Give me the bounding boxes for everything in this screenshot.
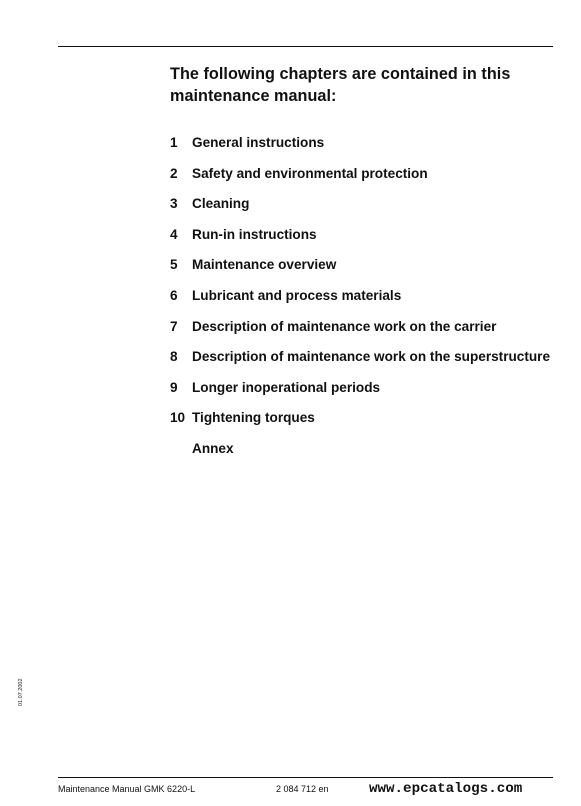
chapter-title: Tightening torques (192, 410, 315, 426)
chapter-title: Maintenance overview (192, 257, 337, 273)
chapter-number: 8 (170, 349, 178, 365)
chapter-item (170, 164, 570, 195)
chapter-item (170, 439, 570, 470)
chapter-title: General instructions (192, 135, 325, 150)
page-heading (170, 63, 550, 107)
bottom-rule (58, 777, 553, 778)
top-rule (58, 46, 553, 47)
chapter-item (170, 286, 570, 317)
chapter-number: 2 (170, 165, 178, 181)
footer-watermark: www.epcatalogs.com (369, 781, 523, 797)
chapter-title: Safety and environmental protection (192, 165, 428, 181)
chapter-number: 6 (170, 287, 178, 303)
chapter-number: 7 (170, 318, 178, 334)
chapter-title: Description of maintenance work on the superstructure (192, 349, 551, 365)
chapter-title: Cleaning (192, 196, 250, 212)
side-date-stamp: 01.07.2002 (18, 678, 24, 706)
chapter-number: 10 (170, 410, 186, 426)
footer-manual-title: Maintenance Manual GMK 6220-L (58, 784, 196, 794)
chapter-item (170, 133, 570, 164)
chapter-item (170, 225, 570, 256)
footer-doc-number: 2 084 712 en (276, 784, 329, 794)
heading-line-2: maintenance manual: (170, 87, 337, 105)
chapter-title: Lubricant and process materials (192, 287, 402, 303)
chapter-number: 5 (170, 257, 178, 273)
chapter-item (170, 378, 570, 409)
heading-line-1: The following chapters are contained in this (170, 65, 511, 83)
chapter-number: 3 (170, 196, 178, 212)
chapter-title: Run-in instructions (192, 226, 317, 242)
chapter-item (170, 194, 570, 225)
chapter-number: 4 (170, 226, 178, 242)
chapter-list (170, 133, 570, 470)
chapter-item (170, 347, 570, 378)
chapter-item (170, 317, 570, 348)
chapter-number: 9 (170, 379, 178, 395)
chapter-title: Longer inoperational periods (192, 379, 381, 395)
chapter-title: Annex (192, 440, 234, 456)
chapter-item (170, 408, 570, 439)
chapter-title: Description of maintenance work on the carrier (192, 318, 497, 334)
chapter-number: 1 (170, 135, 178, 150)
chapter-item (170, 255, 570, 286)
